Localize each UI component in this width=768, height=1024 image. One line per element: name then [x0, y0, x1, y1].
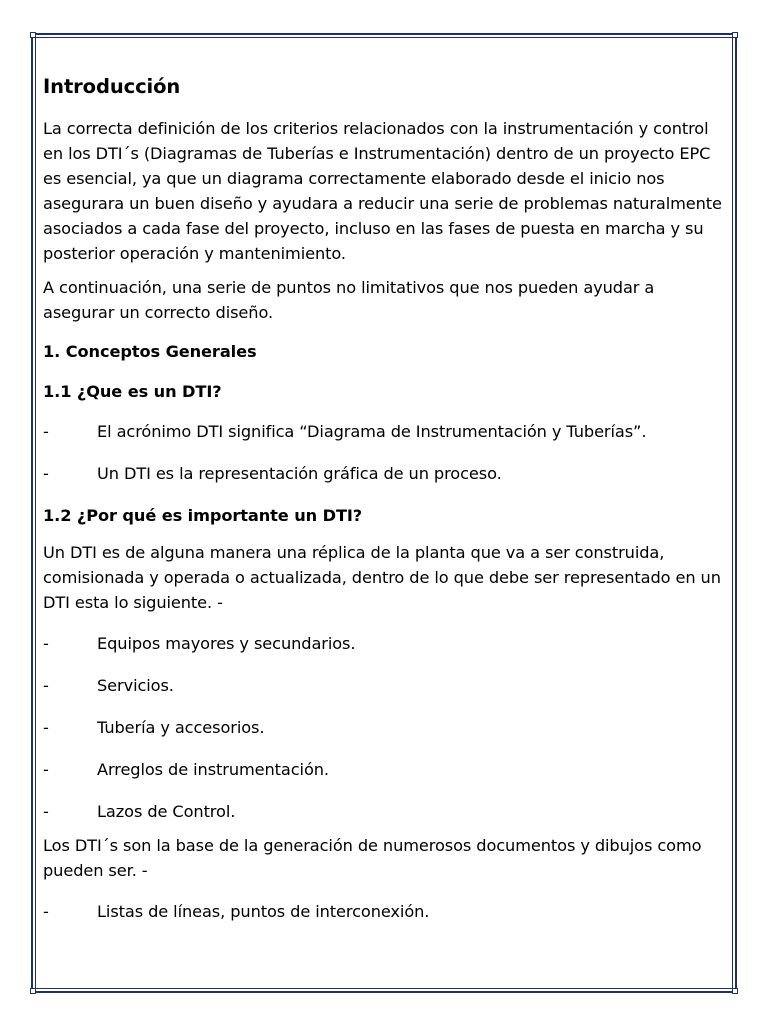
bullet-marker: -: [43, 802, 49, 821]
list-item-text: Arreglos de instrumentación.: [97, 760, 329, 779]
document-body: [43, 72, 723, 941]
border-corner-top-left: [30, 32, 36, 38]
bullet-marker: -: [43, 718, 49, 737]
section-1-2-heading: 1.2 ¿Por qué es importante un DTI?: [43, 506, 363, 525]
list-item: [43, 715, 723, 740]
continuation-paragraph: A continuación, una serie de puntos no limitativos que nos pueden ayudar a asegurar un correcto diseño.: [43, 278, 655, 322]
bullet-marker: -: [43, 676, 49, 695]
list-item-text: Listas de líneas, puntos de interconexión.: [97, 902, 430, 921]
section-1-heading: 1. Conceptos Generales: [43, 342, 257, 361]
list-item: [43, 461, 723, 486]
list-item-text: Tubería y accesorios.: [97, 718, 265, 737]
intro-paragraph: La correcta definición de los criterios relacionados con la instrumentación y control en los DTI´s (Diagramas de Tuberías e Instrumentación) dentro de un proyecto EPC es esencial, ya que un diagrama correctamente elaborado desde el inicio nos asegurara un buen diseño y ayudara a reducir una serie de problemas naturalmente asociados a cada fase del proyecto, incluso en las fases de puesta en marcha y su posterior operación y mantenimiento.: [43, 119, 722, 263]
list-item-text: Servicios.: [97, 676, 174, 695]
list-item-text: El acrónimo DTI significa “Diagrama de Instrumentación y Tuberías”.: [97, 422, 647, 441]
list-item: [43, 757, 723, 782]
border-corner-top-right: [732, 32, 738, 38]
section-1-2-paragraph: Un DTI es de alguna manera una réplica de la planta que va a ser construida, comisionada y operada o actualizada, dentro de lo que debe ser representado en un DTI esta lo siguiente. -: [43, 543, 721, 612]
list-item-text: Equipos mayores y secundarios.: [97, 634, 356, 653]
document-title: Introducción: [43, 75, 181, 98]
bullet-marker: -: [43, 464, 49, 483]
list-item: [43, 899, 723, 924]
list-item: [43, 673, 723, 698]
documents-paragraph: Los DTI´s son la base de la generación de numerosos documentos y dibujos como pueden ser. -: [43, 836, 702, 880]
border-corner-bottom-right: [732, 988, 738, 994]
bullet-marker: -: [43, 760, 49, 779]
border-corner-bottom-left: [30, 988, 36, 994]
bullet-marker: -: [43, 902, 49, 921]
section-1-1-heading: 1.1 ¿Que es un DTI?: [43, 382, 222, 401]
list-item-text: Un DTI es la representación gráfica de un proceso.: [97, 464, 502, 483]
list-item: [43, 419, 723, 444]
list-item-text: Lazos de Control.: [97, 802, 236, 821]
bullet-marker: -: [43, 634, 49, 653]
list-item: [43, 799, 723, 824]
list-item: [43, 631, 723, 656]
bullet-marker: -: [43, 422, 49, 441]
